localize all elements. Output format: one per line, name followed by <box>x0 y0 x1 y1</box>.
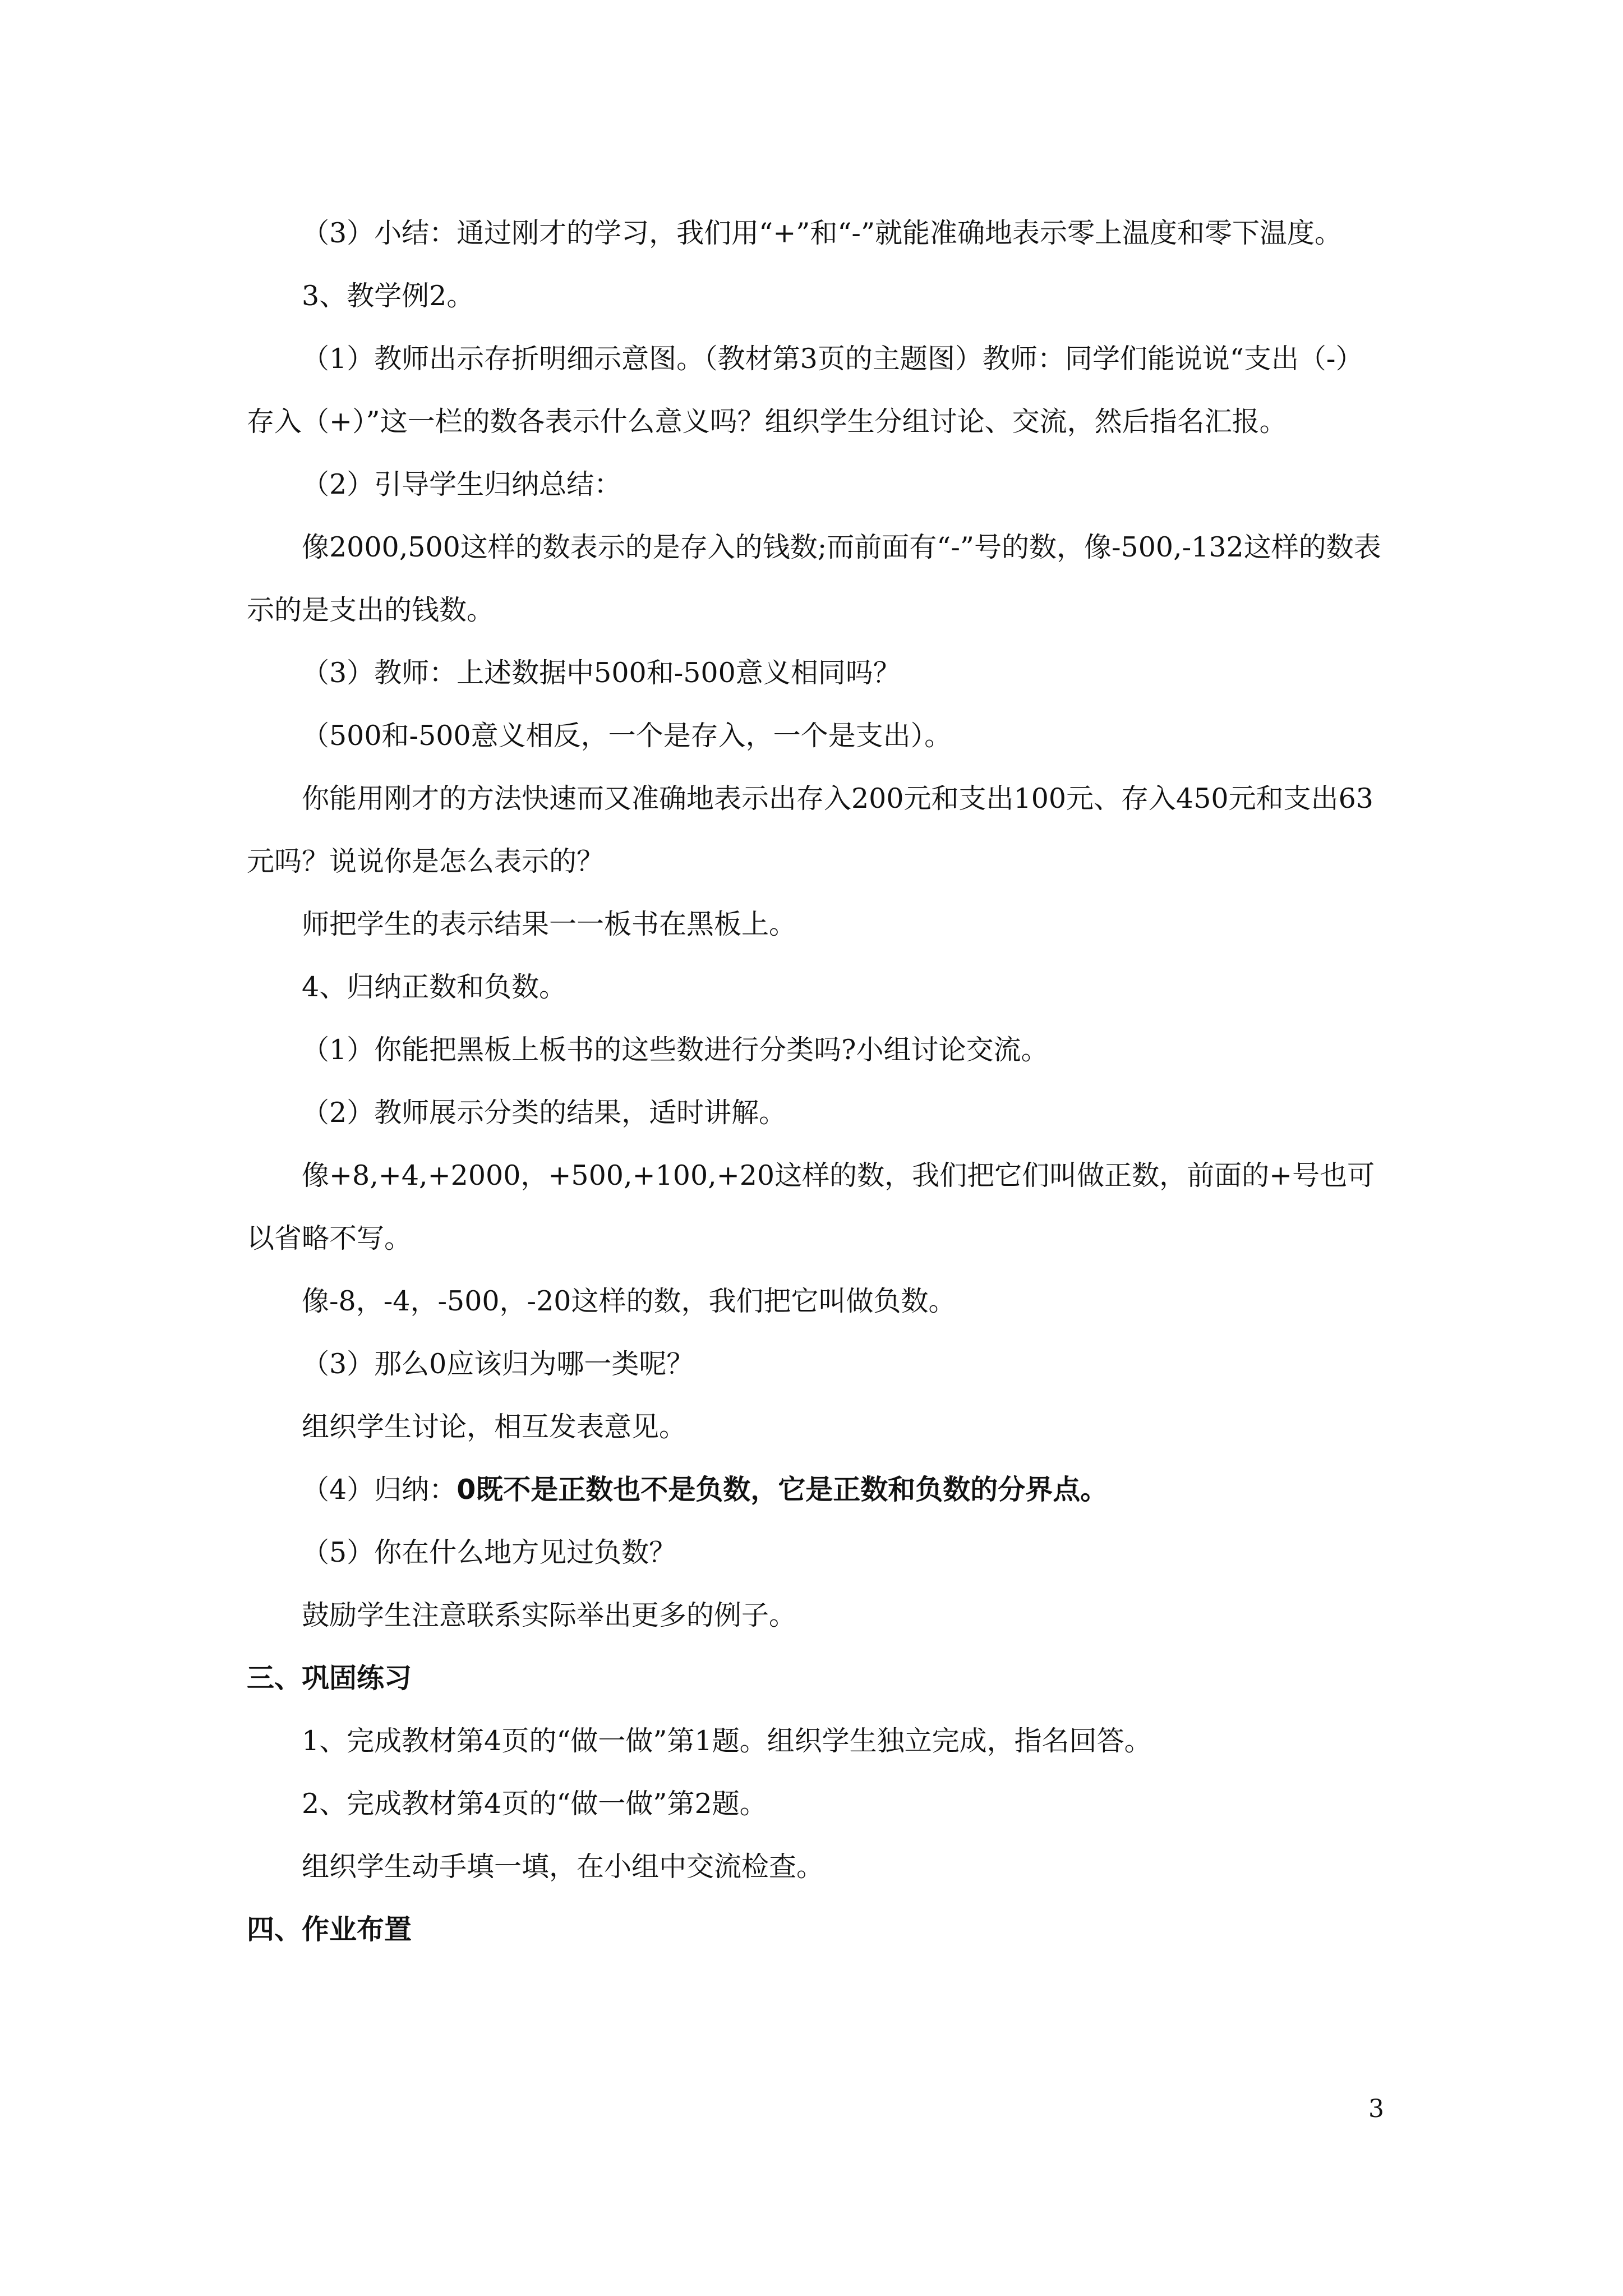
paragraph: （3）那么0应该归为哪一类呢？ <box>302 1348 694 1380</box>
section-heading: 四、作业布置 <box>247 1913 412 1945</box>
paragraph-prefix: （4）归纳： <box>302 1474 457 1506</box>
paragraph: 3、教学例2。 <box>302 280 474 312</box>
paragraph: （3）小结：通过刚才的学习，我们用“+”和“-”就能准确地表示零上温度和零下温度。 <box>302 217 1342 249</box>
paragraph: （2）教师展示分类的结果，适时讲解。 <box>302 1097 787 1129</box>
paragraph: 1、完成教材第4页的“做一做”第1题。组织学生独立完成，指名回答。 <box>302 1725 1152 1757</box>
paragraph: 4、归纳正数和负数。 <box>302 971 567 1003</box>
paragraph: 2、完成教材第4页的“做一做”第2题。 <box>302 1788 767 1820</box>
paragraph: 组织学生讨论，相互发表意见。 <box>302 1411 687 1443</box>
paragraph: （1）教师出示存折明细示意图。（教材第3页的主题图）教师：同学们能说说“支出（-） 存入（+）”这一栏的数各表示什么意义吗？组织学生分组讨论、交流，然后指名汇报。 <box>247 343 1363 438</box>
paragraph <box>247 1458 1391 1521</box>
paragraph: （500和-500意义相反，一个是存入，一个是支出）。 <box>302 720 952 752</box>
paragraph: 像2000,500这样的数表示的是存入的钱数;而前面有“-”号的数，像-500,-132这样的数表示的是支出的钱数。 <box>247 531 1381 626</box>
paragraph: 你能用刚才的方法快速而又准确地表示出存入200元和支出100元、存入450元和支出63元吗？说说你是怎么表示的？ <box>247 783 1373 877</box>
paragraph: 像-8，-4，-500，-20这样的数，我们把它叫做负数。 <box>302 1285 956 1317</box>
paragraph: 师把学生的表示结果一一板书在黑板上。 <box>302 908 797 940</box>
section-heading: 三、巩固练习 <box>247 1662 412 1694</box>
paragraph: （5）你在什么地方见过负数？ <box>302 1536 677 1568</box>
paragraph: 像+8,+4,+2000，+500,+100,+20这样的数，我们把它们叫做正数，前面的+号也可以省略不写。 <box>247 1159 1375 1254</box>
bold-conclusion: 0既不是正数也不是负数，它是正数和负数的分界点。 <box>457 1474 1108 1506</box>
paragraph: （2）引导学生归纳总结： <box>302 468 622 500</box>
page-number: 3 <box>1368 2095 1384 2123</box>
paragraph: （3）教师：上述数据中500和-500意义相同吗？ <box>302 657 901 689</box>
paragraph: （1）你能把黑板上板书的这些数进行分类吗?小组讨论交流。 <box>302 1034 1049 1066</box>
body-text <box>247 202 1391 1961</box>
paragraph: 鼓励学生注意联系实际举出更多的例子。 <box>302 1599 797 1631</box>
paragraph: 组织学生动手填一填，在小组中交流检查。 <box>302 1851 824 1883</box>
